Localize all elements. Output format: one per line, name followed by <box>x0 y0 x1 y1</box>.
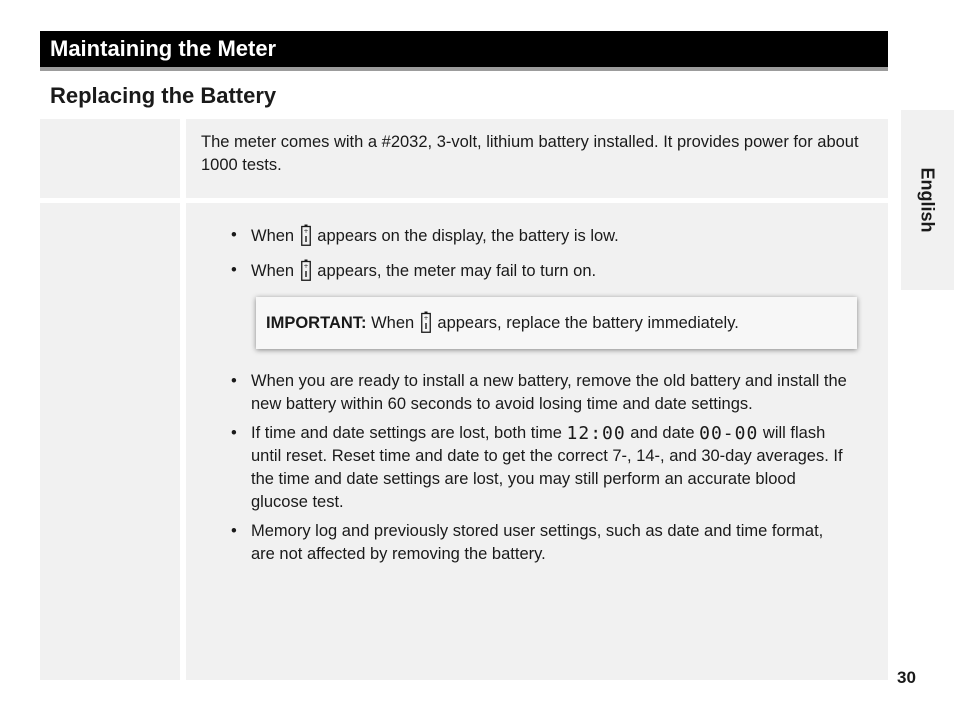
svg-text:+: + <box>303 263 309 270</box>
date-display-segment: 00-00 <box>699 423 759 444</box>
important-text-after: appears, replace the battery immediately. <box>437 314 739 332</box>
page-subtitle: Replacing the Battery <box>50 83 277 108</box>
language-tab <box>901 110 954 290</box>
battery-low-icon <box>301 224 311 253</box>
instructions-panel <box>186 203 888 680</box>
battery-empty-icon <box>421 302 431 354</box>
bullet-text-after: appears on the display, the battery is low. <box>317 227 619 245</box>
important-label: IMPORTANT: <box>266 314 367 332</box>
svg-text:+: + <box>303 228 309 235</box>
important-text-before: When <box>371 314 415 332</box>
list-item <box>231 370 851 416</box>
bullet-text-after: appears, the meter may fail to turn on. <box>317 262 597 280</box>
bullet-dot: • <box>231 261 237 279</box>
list-item <box>231 422 851 514</box>
time-display-segment: 12:00 <box>566 423 626 444</box>
bullet-text-part2: and date <box>630 424 695 442</box>
bullet-text: Memory log and previously stored user settings, such as date and time format, are not affected by removing the battery. <box>251 522 824 563</box>
svg-text:+: + <box>423 315 429 322</box>
battery-status-list <box>231 224 851 294</box>
left-column-panel-bottom <box>40 203 180 680</box>
section-title: Maintaining the Meter <box>50 36 277 61</box>
intro-panel <box>186 119 888 198</box>
page-number: 30 <box>897 668 916 687</box>
section-title-bar <box>40 31 888 67</box>
bullet-dot: • <box>231 522 237 540</box>
bullet-text-before: When <box>251 227 295 245</box>
important-callout <box>256 297 857 349</box>
bullet-text: When you are ready to install a new battery, remove the old battery and install the new battery within 60 seconds to avoid losing time and date settings. <box>251 372 847 413</box>
bullet-text-part1: If time and date settings are lost, both time <box>251 424 562 442</box>
left-column-panel-top <box>40 119 180 198</box>
battery-empty-icon <box>301 259 311 288</box>
battery-instructions-list <box>231 370 851 572</box>
bullet-dot: • <box>231 372 237 390</box>
bullet-dot: • <box>231 424 237 442</box>
bullet-text-part3: will flash until reset. Reset time and date to get the correct 7-, 14-, and 30-day averages. If the time and date settings are lost, you may still perform an accurate blood glucose test. <box>251 424 843 511</box>
language-tab-label: English <box>917 167 938 233</box>
intro-text: The meter comes with a #2032, 3-volt, lithium battery installed. It provides power for about 1000 tests. <box>201 133 859 174</box>
list-item <box>231 520 851 566</box>
list-item <box>231 259 851 288</box>
bullet-dot: • <box>231 226 237 244</box>
list-item <box>231 224 851 253</box>
bullet-text-before: When <box>251 262 295 280</box>
section-title-rule <box>40 67 888 71</box>
